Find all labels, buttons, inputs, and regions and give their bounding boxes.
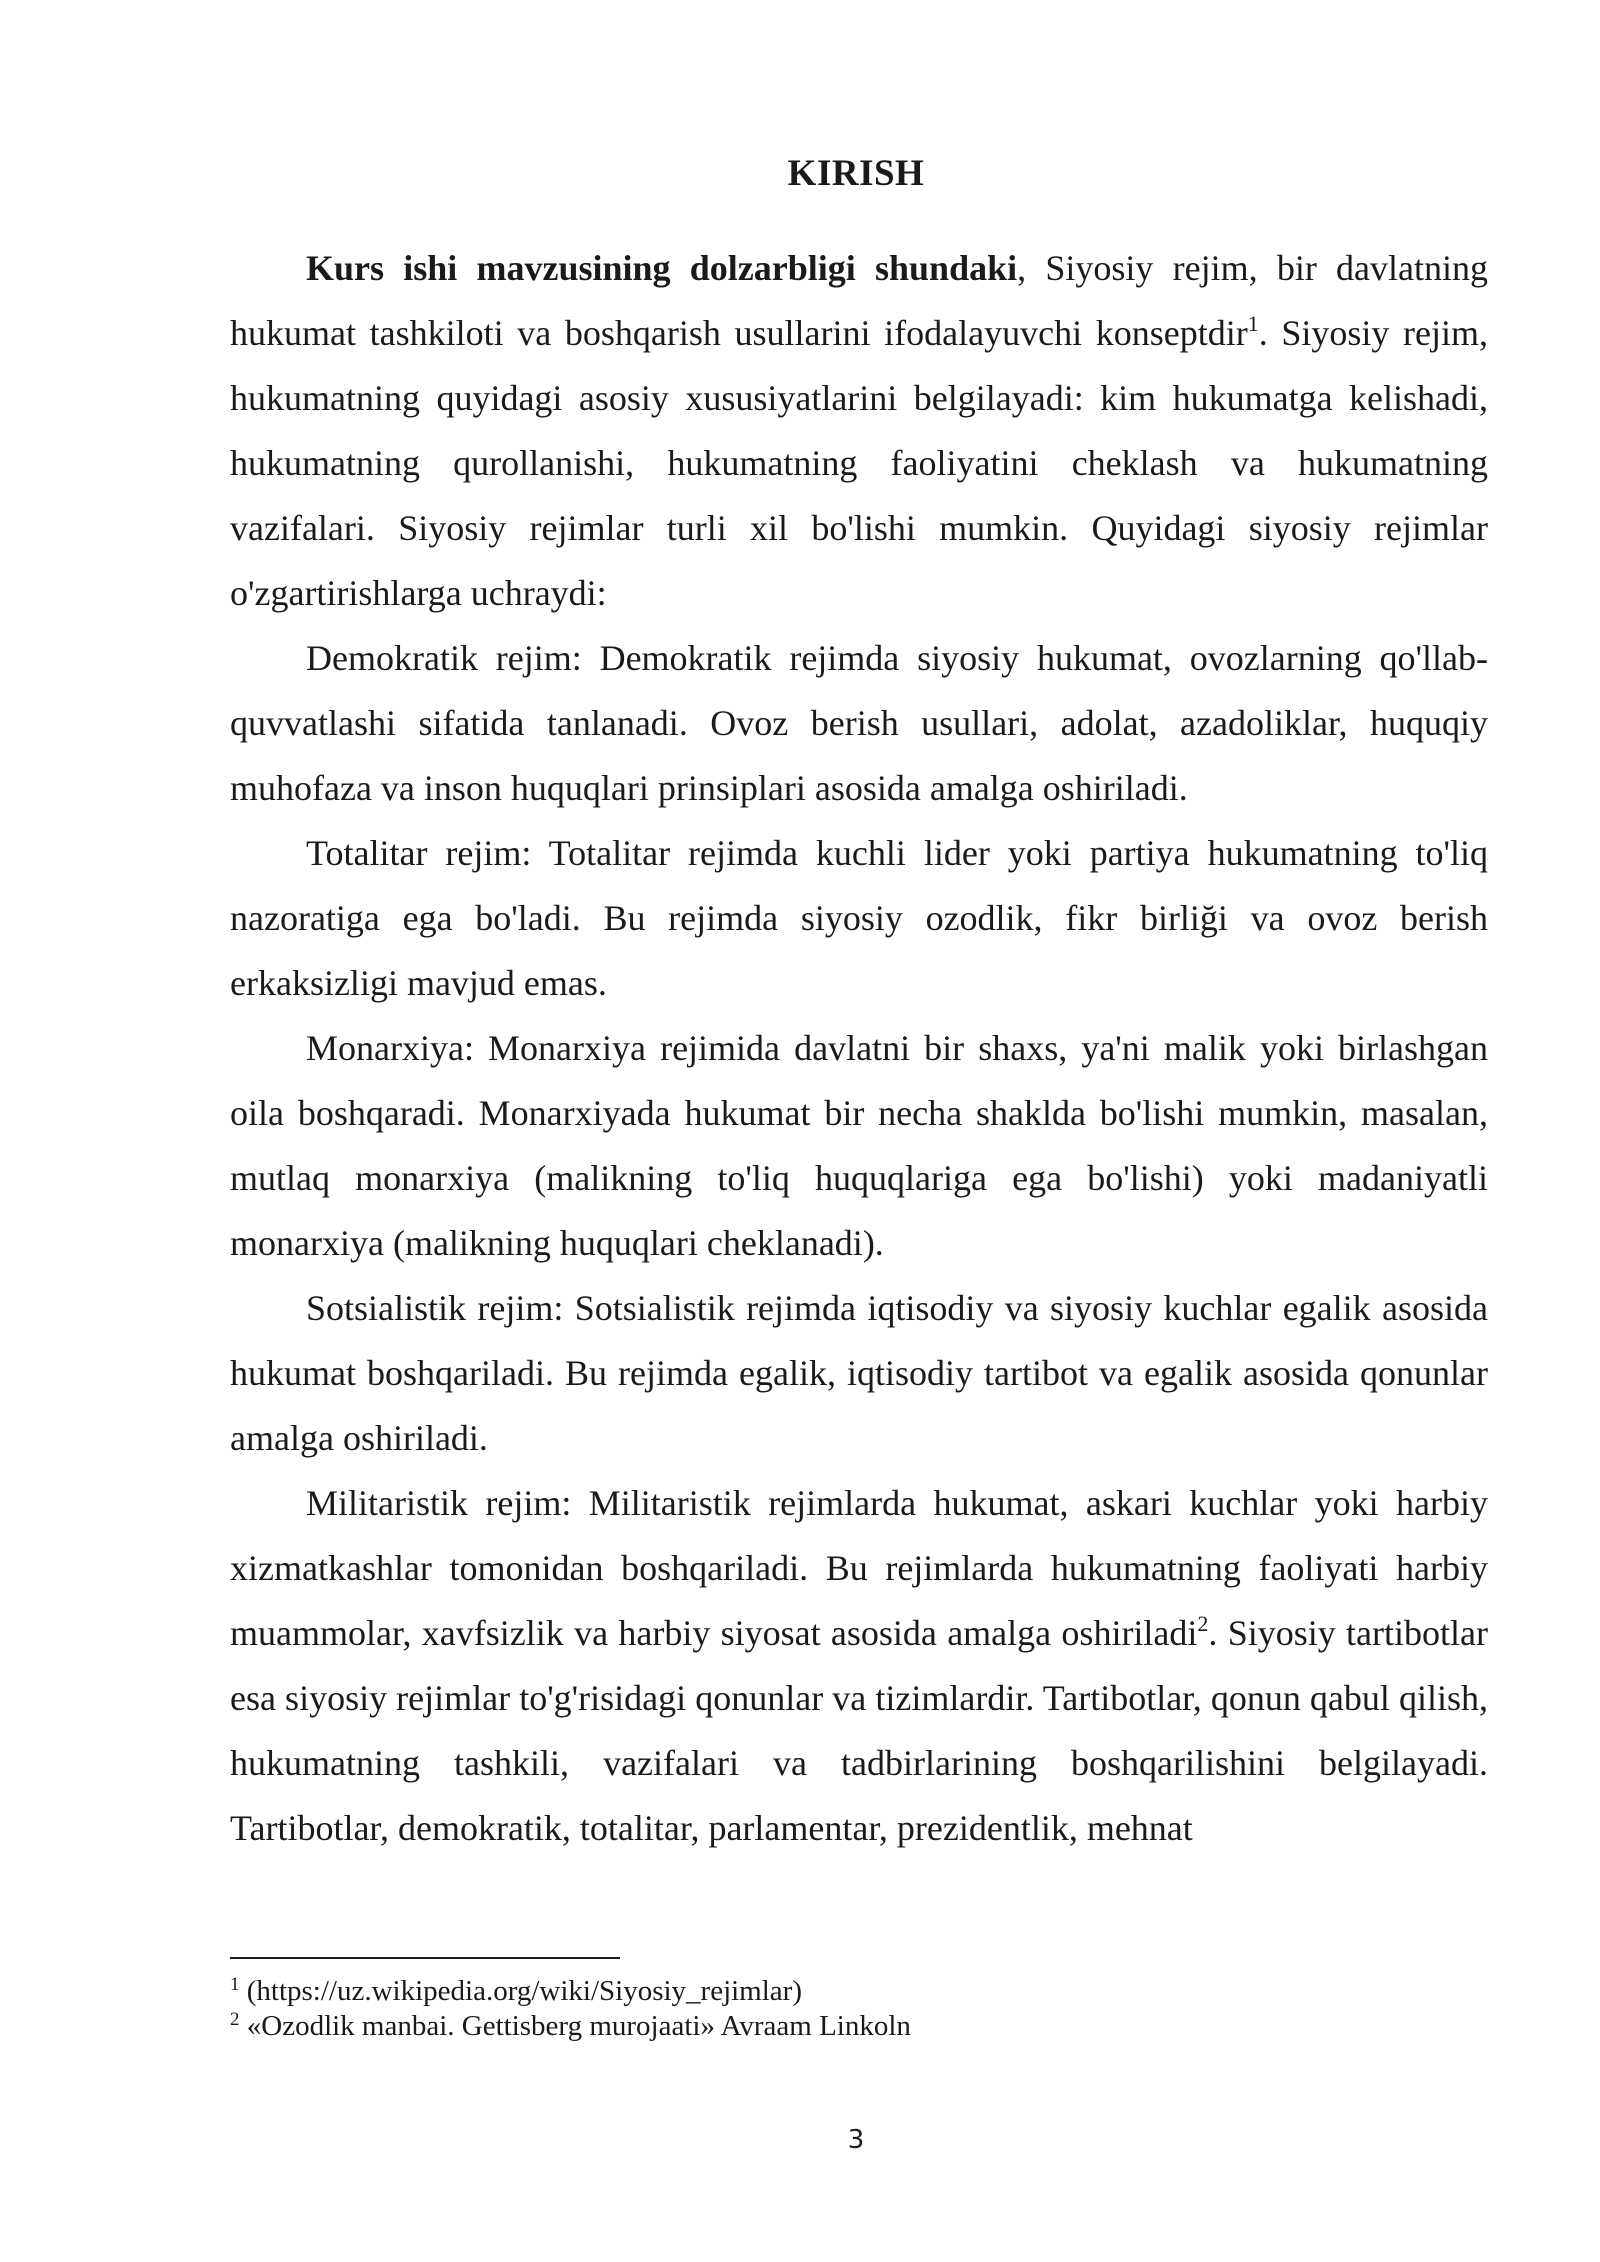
militarist-text: Militaristik rejim: Militaristik rejimlarda hukumat, askari kuchlar yoki harbiy xizmatkashlar tomonidan boshqariladi. Bu rejimlarda hukumatning faoliyati harbiy muammolar, xavfsizlik va harbiy siyosat asosida amalga oshiriladi [230, 1483, 1488, 1653]
relevance-lead: Kurs ishi mavzusining dolzarbligi shundaki [306, 248, 1018, 288]
paragraph-democratic: Demokratik rejim: Demokratik rejimda siyosiy hukumat, ovozlarning qo'llab-quvvatlashi sifatida tanlanadi. Ovoz berish usullari, adolat, azadoliklar, huquqiy muhofaza va inson huquqlari prinsiplari asosida amalga oshiriladi. [230, 638, 1488, 808]
footnote-2 [230, 2009, 1488, 2044]
page-number: 3 [847, 2125, 865, 2155]
footnote-number: 2 [230, 2009, 240, 2030]
paragraph-socialist: Sotsialistik rejim: Sotsialistik rejimda iqtisodiy va siyosiy kuchlar egalik asosida hukumat boshqariladi. Bu rejimda egalik, iqtisodiy tartibot va egalik asosida qonunlar amalga oshiriladi. [230, 1288, 1488, 1458]
paragraph-militarist [230, 1471, 1488, 1861]
militarist-text-continued: . Siyosiy tartibotlar esa siyosiy rejimlar to'g'risidagi qonunlar va tizimlardir. Tartibotlar, qonun qabul qilish, hukumatning tashkili, vazifalari va tadbirlarining boshqarilishini belgilayadi. Tartibotlar, demokratik, totalitar, parlamentar, prezidentlik, mehnat [230, 1613, 1488, 1848]
paragraph-totalitarian: Totalitar rejim: Totalitar rejimda kuchli lider yoki partiya hukumatning to'liq nazoratiga ega bo'ladi. Bu rejimda siyosiy ozodlik, fikr birliği va ovoz berish erkaksizligi mavjud emas. [230, 833, 1488, 1003]
paragraph-relevance [230, 236, 1488, 626]
footnote-ref-2[interactable]: 2 [1197, 1611, 1209, 1636]
footnote-text: «Ozodlik manbai. Gettisberg murojaati» Avraam Linkoln [246, 2010, 911, 2042]
relevance-text: , Siyosiy rejim, bir davlatning hukumat tashkiloti va boshqarish usullarini ifodalayuvchi konseptdir [230, 248, 1488, 353]
page-title: KIRISH [787, 153, 925, 194]
footnotes [230, 1974, 1488, 2044]
footnote-link[interactable]: (https://uz.wikipedia.org/wiki/Siyosiy_rejimlar) [246, 1975, 802, 2007]
footnote-1 [230, 1974, 1488, 2009]
body-text [230, 236, 1488, 1861]
footnote-ref-1[interactable]: 1 [1247, 311, 1259, 336]
footnote-separator [230, 1957, 620, 1959]
relevance-text-continued: . Siyosiy rejim, hukumatning quyidagi asosiy xususiyatlarini belgilayadi: kim hukumatga kelishadi, hukumatning qurollanishi, hukumatning faoliyatini cheklash va hukumatning vazifalari. Siyosiy rejimlar turli xil bo'lishi mumkin. Quyidagi siyosiy rejimlar o'zgartirishlarga uchraydi: [230, 313, 1488, 613]
footnote-number: 1 [230, 1974, 240, 1995]
paragraph-monarchy: Monarxiya: Monarxiya rejimida davlatni bir shaxs, ya'ni malik yoki birlashgan oila boshqaradi. Monarxiyada hukumat bir necha shaklda bo'lishi mumkin, masalan, mutlaq monarxiya (malikning to'liq huquqlariga ega bo'lishi) yoki madaniyatli monarxiya (malikning huquqlari cheklanadi). [230, 1028, 1488, 1263]
